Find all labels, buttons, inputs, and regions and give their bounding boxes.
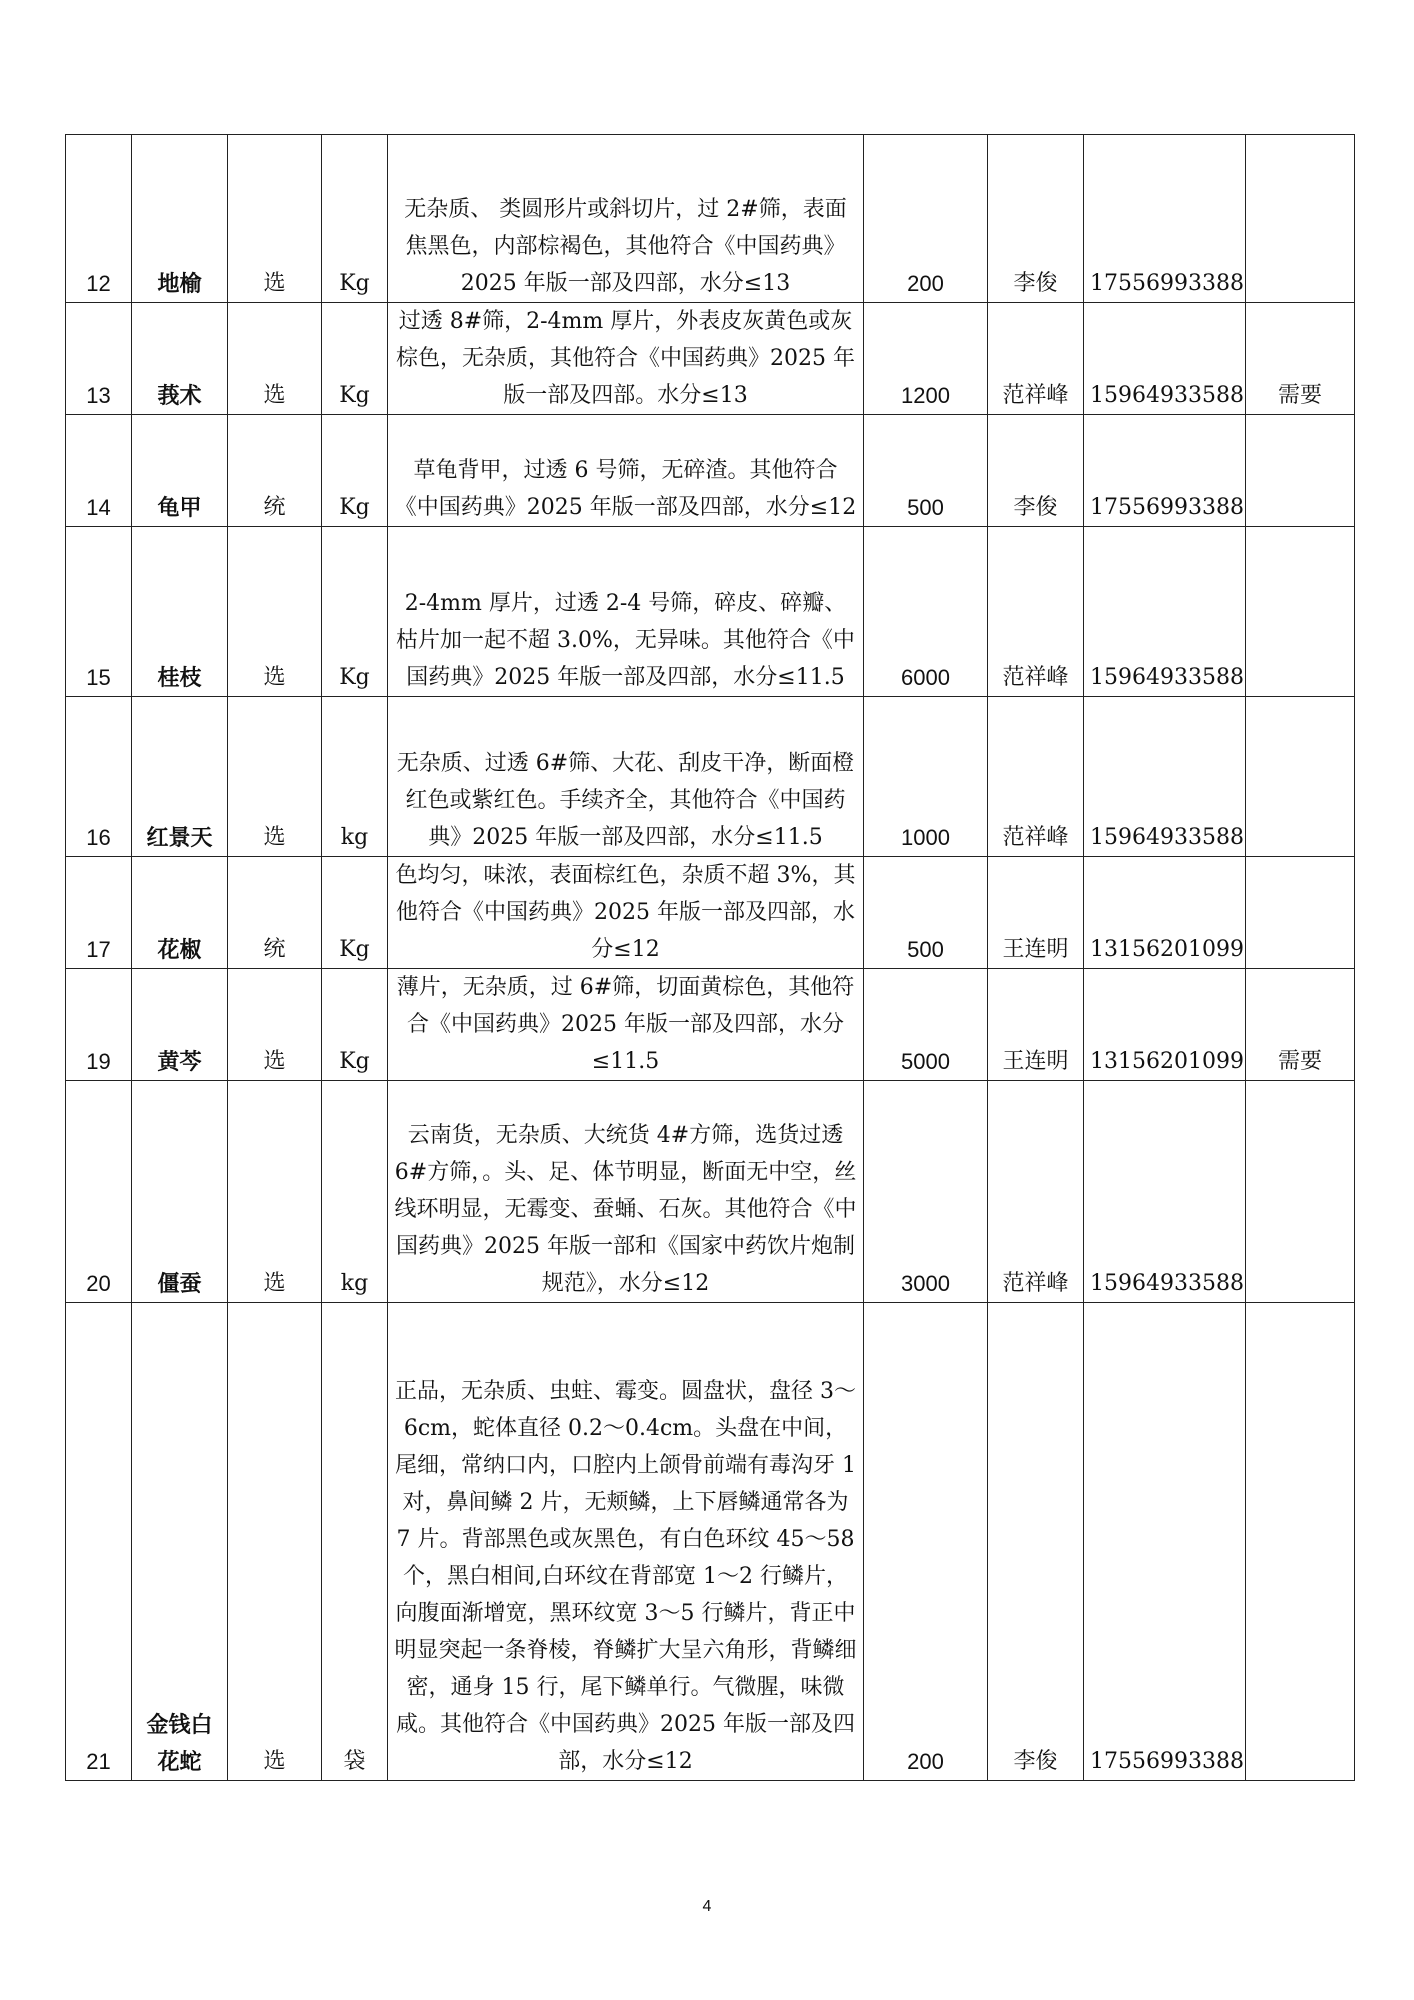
contact-person: 范祥峰 [988,697,1084,857]
note [1246,857,1355,969]
quantity: 500 [864,415,988,527]
table-row [66,697,1355,857]
quality-description: 过透 8#筛，2-4mm 厚片，外表皮灰黄色或灰棕色，无杂质，其他符合《中国药典》2025 年版一部及四部。水分≤13 [388,303,864,415]
quantity: 200 [864,135,988,303]
row-number: 17 [66,857,132,969]
note [1246,415,1355,527]
unit: Kg [322,135,388,303]
table-row [66,527,1355,697]
quality-description: 2-4mm 厚片，过透 2-4 号筛，碎皮、碎瓣、枯片加一起不超 3.0%，无异味。其他符合《中国药典》2025 年版一部及四部，水分≤11.5 [388,527,864,697]
grade: 选 [228,135,322,303]
herb-name: 莪术 [132,303,228,415]
phone-number: 17556993388 [1084,1303,1246,1781]
row-number: 12 [66,135,132,303]
quantity: 500 [864,857,988,969]
contact-person: 李俊 [988,415,1084,527]
quantity: 3000 [864,1081,988,1303]
row-number: 21 [66,1303,132,1781]
table-row [66,415,1355,527]
grade: 选 [228,1303,322,1781]
contact-person: 王连明 [988,969,1084,1081]
phone-number: 15964933588 [1084,1081,1246,1303]
note: 需要 [1246,969,1355,1081]
herb-name: 金钱白花蛇 [132,1303,228,1781]
table-row [66,303,1355,415]
quality-description: 薄片，无杂质，过 6#筛，切面黄棕色，其他符合《中国药典》2025 年版一部及四部，水分≤11.5 [388,969,864,1081]
note [1246,135,1355,303]
grade: 统 [228,857,322,969]
note [1246,697,1355,857]
page-number: 4 [702,1898,712,1915]
note [1246,1303,1355,1781]
phone-number: 17556993388 [1084,415,1246,527]
row-number: 16 [66,697,132,857]
quality-description: 云南货，无杂质、大统货 4#方筛，选货过透 6#方筛，。头、足、体节明显，断面无中空，丝线环明显，无霉变、蚕蛹、石灰。其他符合《中国药典》2025 年版一部和《国家中药饮片炮制规范》，水分≤12 [388,1081,864,1303]
contact-person: 范祥峰 [988,527,1084,697]
grade: 选 [228,527,322,697]
herb-name: 桂枝 [132,527,228,697]
unit: Kg [322,857,388,969]
contact-person: 李俊 [988,135,1084,303]
table-row [66,135,1355,303]
note [1246,1081,1355,1303]
quality-description: 色均匀，味浓，表面棕红色，杂质不超 3%，其他符合《中国药典》2025 年版一部及四部，水分≤12 [388,857,864,969]
row-number: 15 [66,527,132,697]
row-number: 20 [66,1081,132,1303]
table-row [66,1303,1355,1781]
herb-name: 黄芩 [132,969,228,1081]
row-number: 13 [66,303,132,415]
unit: kg [322,1081,388,1303]
grade: 选 [228,969,322,1081]
row-number: 14 [66,415,132,527]
quantity: 5000 [864,969,988,1081]
phone-number: 17556993388 [1084,135,1246,303]
table-row [66,969,1355,1081]
phone-number: 15964933588 [1084,697,1246,857]
unit: Kg [322,527,388,697]
phone-number: 13156201099 [1084,969,1246,1081]
herb-name: 龟甲 [132,415,228,527]
grade: 统 [228,415,322,527]
note [1246,527,1355,697]
herb-requirements-table [65,134,1355,1781]
herb-name: 红景天 [132,697,228,857]
unit: Kg [322,303,388,415]
quantity: 6000 [864,527,988,697]
phone-number: 13156201099 [1084,857,1246,969]
contact-person: 范祥峰 [988,1081,1084,1303]
row-number: 19 [66,969,132,1081]
quantity: 1000 [864,697,988,857]
quality-description: 无杂质、 类圆形片或斜切片，过 2#筛，表面焦黑色，内部棕褐色，其他符合《中国药典》2025 年版一部及四部，水分≤13 [388,135,864,303]
phone-number: 15964933588 [1084,527,1246,697]
herb-name: 僵蚕 [132,1081,228,1303]
contact-person: 王连明 [988,857,1084,969]
table-row [66,1081,1355,1303]
grade: 选 [228,697,322,857]
unit: kg [322,697,388,857]
quality-description: 草龟背甲，过透 6 号筛，无碎渣。其他符合《中国药典》2025 年版一部及四部，水分≤12 [388,415,864,527]
herb-name: 花椒 [132,857,228,969]
phone-number: 15964933588 [1084,303,1246,415]
contact-person: 范祥峰 [988,303,1084,415]
quantity: 1200 [864,303,988,415]
grade: 选 [228,303,322,415]
unit: Kg [322,969,388,1081]
grade: 选 [228,1081,322,1303]
table-row [66,857,1355,969]
unit: Kg [322,415,388,527]
contact-person: 李俊 [988,1303,1084,1781]
herb-name: 地榆 [132,135,228,303]
unit: 袋 [322,1303,388,1781]
quantity: 200 [864,1303,988,1781]
note: 需要 [1246,303,1355,415]
quality-description: 无杂质、过透 6#筛、大花、刮皮干净，断面橙红色或紫红色。手续齐全，其他符合《中国药典》2025 年版一部及四部，水分≤11.5 [388,697,864,857]
quality-description: 正品，无杂质、虫蛀、霉变。圆盘状，盘径 3～6cm，蛇体直径 0.2～0.4cm。头盘在中间，尾细，常纳口内，口腔内上颌骨前端有毒沟牙 1 对，鼻间鳞 2 片，无颊鳞，上下唇鳞通常各为 7 片。背部黑色或灰黑色，有白色环纹 45～58 个，黑白相间,白环纹在背部宽 1～2 行鳞片，向腹面渐增宽，黑环纹宽 3～5 行鳞片，背正中明显突起一条脊棱，脊鳞扩大呈六角形，背鳞细密，通身 15 行，尾下鳞单行。气微腥，味微咸。其他符合《中国药典》2025 年版一部及四部，水分≤12 [388,1303,864,1781]
